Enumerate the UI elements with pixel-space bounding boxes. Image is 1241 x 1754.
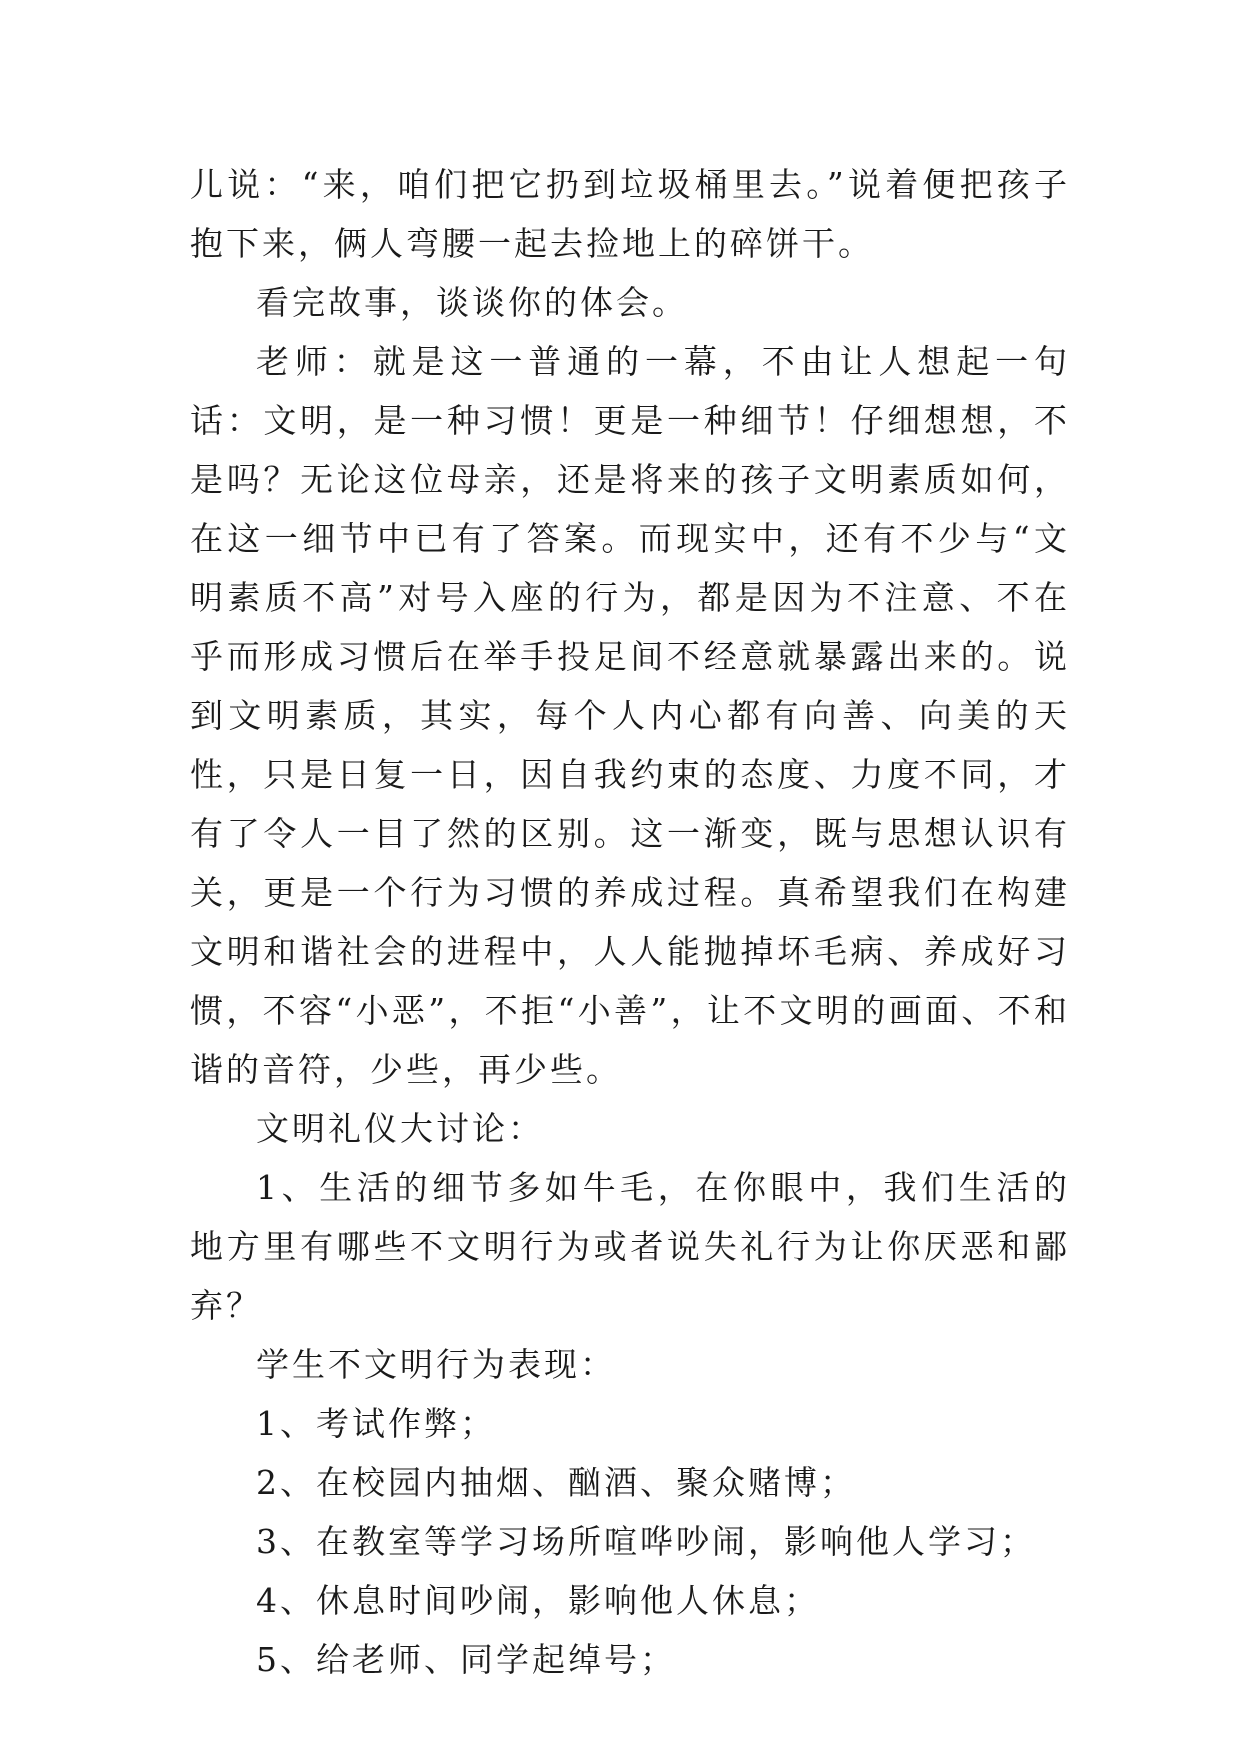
list-item: 1、考试作弊； <box>256 1404 496 1443</box>
paragraph-discussion-question: 1、生活的细节多如牛毛，在你眼中，我们生活的地方里有哪些不文明行为或者说失礼行为让你厌恶和鄙弃？ <box>190 1168 1070 1325</box>
document-page <box>190 155 1070 1689</box>
list-item: 5、给老师、同学起绰号； <box>256 1640 676 1679</box>
paragraph-prompt: 看完故事，谈谈你的体会。 <box>256 283 688 322</box>
paragraph-story-ending: 儿说：“来，咱们把它扔到垃圾桶里去。”说着便把孩子抱下来，俩人弯腰一起去捡地上的碎饼干。 <box>190 165 1070 263</box>
paragraph-list-heading: 学生不文明行为表现： <box>256 1345 616 1384</box>
list-item: 2、在校园内抽烟、酗酒、聚众赌博； <box>256 1463 856 1502</box>
list-item: 3、在教室等学习场所喧哗吵闹，影响他人学习； <box>256 1522 1036 1561</box>
list-item: 4、休息时间吵闹，影响他人休息； <box>256 1581 820 1620</box>
paragraph-discussion-heading: 文明礼仪大讨论： <box>256 1109 544 1148</box>
paragraph-teacher-comment: 老师：就是这一普通的一幕，不由让人想起一句话：文明，是一种习惯！更是一种细节！仔细想想，不是吗？无论这位母亲，还是将来的孩子文明素质如何，在这一细节中已有了答案。而现实中，还有不少与“文明素质不高”对号入座的行为，都是因为不注意、不在乎而形成习惯后在举手投足间不经意就暴露出来的。说到文明素质，其实，每个人内心都有向善、向美的天性，只是日复一日，因自我约束的态度、力度不同，才有了令人一目了然的区别。这一渐变，既与思想认识有关，更是一个行为习惯的养成过程。真希望我们在构建文明和谐社会的进程中，人人能抛掉坏毛病、养成好习惯，不容“小恶”，不拒“小善”，让不文明的画面、不和谐的音符，少些，再少些。 <box>190 342 1070 1089</box>
